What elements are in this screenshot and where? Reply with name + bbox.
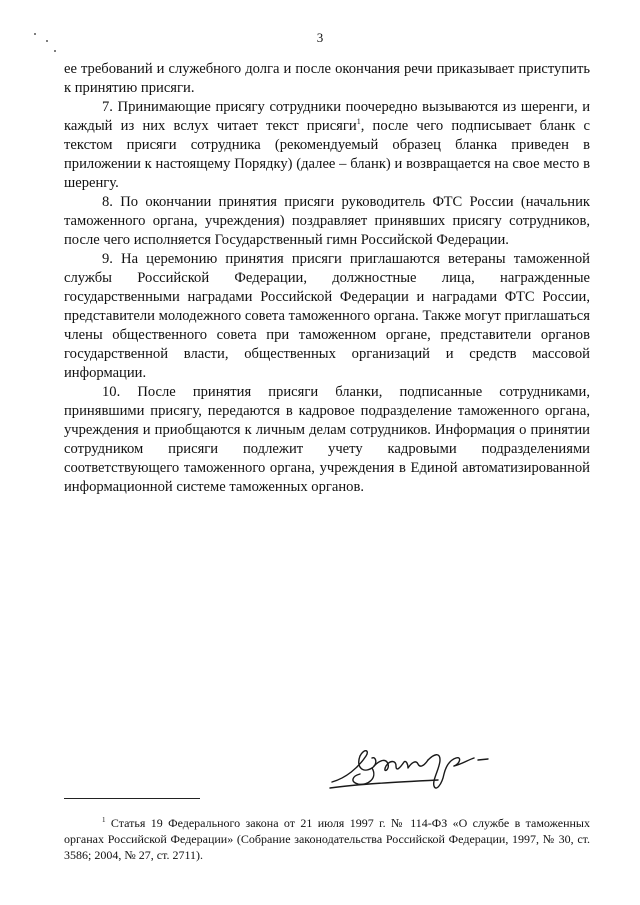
paragraph-9: 9. На церемонию принятия присяги приглашаются ветераны таможенной службы Российской Федерации, должностные лица, награжденные государственными наградами Российской Федерации и наградами ФТС России, представители молодежного совета таможенного органа. Также могут приглашаться члены общественного совета при таможенном органе, представители органов государственной власти, общественных организаций и средств массовой информации. — [64, 251, 590, 381]
page-number: 3 — [316, 30, 324, 45]
footnote-reference: 1 — [356, 117, 361, 127]
handwritten-signature — [328, 738, 538, 798]
paragraph-7-text-continued: , после чего подписывает бланк с текстом присяги сотрудника (рекомендуемый образец бланка приведен в приложении к настоящему Порядку) (далее – бланк) и возвращается на свое место в шеренгу. — [64, 118, 591, 191]
paragraph-7 — [64, 98, 590, 193]
footnote-separator — [64, 798, 200, 799]
paragraph-7-text: 7. Принимающие присягу сотрудники поочередно вызываются из шеренги, и каждый из них вслух читает текст присяги — [64, 99, 590, 134]
paragraph-continuation: ее требований и служебного долга и после окончания речи приказывает приступить к принятию присяги. — [64, 61, 590, 96]
footnote — [64, 815, 590, 863]
document-body — [64, 60, 590, 497]
paragraph-10: 10. После принятия присяги бланки, подписанные сотрудниками, принявшими присягу, передаются в кадровое подразделение таможенного органа, учреждения и приобщаются к личным делам сотрудников. Информация о принятии сотрудником присяги подлежит учету кадровыми подразделениями соответствующего таможенного органа, учреждения в Единой автоматизированной информационной системе таможенных органов. — [64, 384, 590, 495]
scan-speck — [54, 50, 56, 52]
footnote-text: Статья 19 Федерального закона от 21 июля 1997 г. № 114-ФЗ «О службе в таможенных органах Российской Федерации» (Собрание законодательства Российской Федерации, 1997, № 30, ст. 3586; 2004, № 27, ст. 2711). — [64, 816, 590, 862]
footnote-number: 1 — [102, 816, 106, 824]
paragraph-8: 8. По окончании принятия присяги руководитель ФТС России (начальник таможенного органа, учреждения) поздравляет принявших присягу сотрудников, после чего исполняется Государственный гимн Российской Федерации. — [64, 194, 590, 248]
